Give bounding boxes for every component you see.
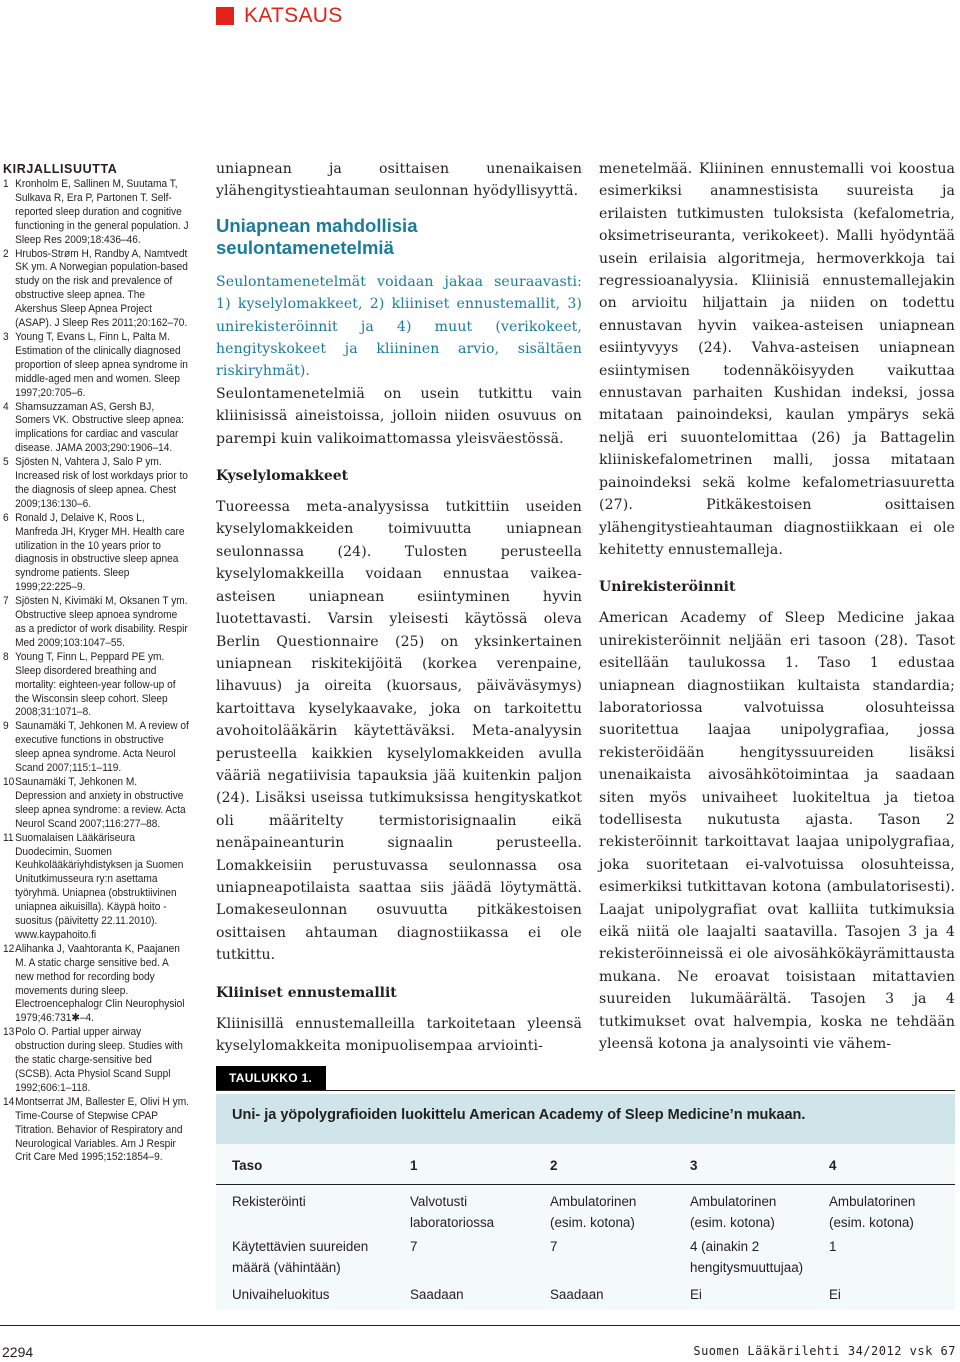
reference-item — [3, 456, 189, 512]
body-paragraph: Kliinisillä ennustemalleilla tarkoitetaan yleensä kyselylomakkeita monipuolisempaa arviointi- — [216, 1015, 582, 1054]
reference-number: 11 — [3, 831, 14, 844]
body-paragraph: menetelmää. Kliininen ennustemalli voi koostua esimerkiksi anamnestisista suureista ja erilaisten tutkimusten tuloksista (kefalometria, oksimetriseuranta, verikokeet). Malli hyödyntää usein erilaisia algoritmeja, hermoverkkoja tai regressioanalyysia. Kliinisiä ennustemallejakin on arvioitu hiljattain ja niiden on todettu ennustavan hyvin vaikea-asteisen uniapnean esiintyvyys (24). Vahva-asteisen uniapnean esiintymisen todennäköisyyden vaikuttaa ennustavan parhaiten Kushidan indeksi, jossa mitataan painoindeksi, kaulan ympärys sekä neljä eri suuontelomittaa (26) ja Battagelin kliiniskefalometrinen malli, jossa mitataan painoindeksi sekä kolme kefalometriasuuretta (27). Pitkäkestoisen osittaisen ylähengitystieahtauman diagnostiikkaan ei ole kehitetty ennustemalleja. — [599, 161, 955, 558]
reference-item — [3, 1096, 189, 1166]
table-cell: Ambulatorinen (esim. kotona) — [690, 1194, 777, 1230]
table-cell: Saadaan — [550, 1287, 604, 1302]
reference-text: Polo O. Partial upper airway obstruction during sleep. Studies with the static charge-sensitive bed (SCSB). Acta Physiol Scand Suppl 1992;606:1–118. — [15, 1026, 183, 1094]
reference-number: 5 — [3, 456, 9, 469]
article-column-right — [599, 158, 955, 1055]
reference-number: 4 — [3, 400, 9, 413]
reference-item — [3, 331, 189, 401]
table-cell: Saadaan — [410, 1287, 464, 1302]
body-paragraph: uniapnean ja osittaisen unenaikaisen ylähengitystieahtauman seulonnan hyödyllisyyttä. — [216, 161, 582, 200]
reference-item — [3, 178, 189, 248]
reference-item — [3, 943, 189, 1026]
table-cell: Ambulatorinen (esim. kotona) — [550, 1194, 637, 1230]
reference-item — [3, 248, 189, 331]
article-column-middle — [216, 158, 582, 1057]
reference-text: Alihanka J, Vaahtoranta K, Paajanen M. A static charge sensitive bed. A new method for recording body movements during sleep. Electroencephalogr Clin Neurophysiol 1979;46:731✱–4. — [15, 942, 185, 1025]
section-marker-icon — [216, 7, 234, 25]
reference-number: 7 — [3, 595, 9, 608]
reference-text: Sjösten N, Kivimäki M, Oksanen T ym. Obstructive sleep apnoea syndrome as a predictor of work disability. Respir Med 2009;103:1047–55. — [15, 595, 188, 649]
reference-number: 12 — [3, 942, 15, 955]
page-number: 2294 — [2, 1344, 34, 1360]
table-cell: Univaiheluokitus — [232, 1287, 330, 1302]
journal-name: Suomen Lääkärilehti 34/2012 vsk 67 — [693, 1344, 956, 1358]
subheading-clinical-models: Kliiniset ennustemallit — [216, 984, 397, 1001]
table-cell: Ei — [690, 1287, 702, 1302]
table-cell: 7 — [550, 1239, 558, 1254]
references-title: KIRJALLISUUTTA — [3, 162, 118, 176]
reference-item — [3, 1026, 189, 1096]
reference-text: Suomalaisen Lääkäriseura Duodecimin, Suomen Keuhkolääkäriyhdistyksen ja Suomen Unitutkimusseura ry:n asettama työryhmä. Uniapnea (obstruktiivinen uniapnea aikuisilla). Käypä hoito -suositus (päivitetty 22.11.2010). www.kaypahoito.fi — [15, 831, 184, 941]
table-body — [216, 1144, 955, 1310]
reference-number: 2 — [3, 247, 9, 260]
section-heading-screening: Uniapnean mahdollisia seulontamenetelmiä — [216, 214, 418, 258]
reference-item — [3, 512, 189, 595]
table-caption: Uni- ja yöpolygrafioiden luokittelu American Academy of Sleep Medicine’n mukaan. — [216, 1094, 955, 1144]
reference-text: Ronald J, Delaive K, Roos L, Manfreda JH, Kryger MH. Health care utilization in the 10 years prior to diagnosis in obstructive sleep apnea syndrome patients. Sleep 1999;22:225–9. — [15, 511, 185, 594]
reference-text: Shamsuzzaman AS, Gersh BJ, Somers VK. Obstructive sleep apnea: implications for cardiac and vascular disease. JAMA 2003;290:1906–14. — [15, 400, 184, 455]
reference-text: Saunamäki T, Jehkonen M. A review of executive functions in obstructive sleep apnea syndrome. Acta Neurol Scand 2007;115:1–119. — [15, 720, 189, 775]
reference-item — [3, 651, 189, 721]
table-cell: Ambulatorinen (esim. kotona) — [829, 1194, 916, 1230]
table-header-cell: 2 — [550, 1158, 558, 1173]
footer-rule — [0, 1325, 960, 1326]
reference-text: Young T, Finn L, Peppard PE ym. Sleep disordered breathing and mortality: eighteen-year follow-up of the Wisconsin sleep cohort. Sleep 2008;31:1071–8. — [15, 650, 176, 719]
reference-text: Young T, Evans L, Finn L, Palta M. Estimation of the clinically diagnosed proportion of sleep apnea syndrome in middle-aged men and women. Sleep 1997;20:705–6. — [15, 330, 188, 399]
table-cell: Ei — [829, 1287, 841, 1302]
reference-item — [3, 832, 189, 943]
table-cell: Rekisteröinti — [232, 1194, 306, 1209]
table-header-cell: Taso — [232, 1158, 263, 1173]
reference-text: Kronholm E, Sallinen M, Suutama T, Sulkava R, Era P, Partonen T. Self-reported sleep duration and cognitive functioning in the general population. J Sleep Res 2009;18:436–46. — [15, 178, 189, 246]
reference-item — [3, 776, 189, 832]
reference-item — [3, 720, 189, 776]
reference-text: Saunamäki T, Jehkonen M. Depression and anxiety in obstructive sleep apnea syndrome: a review. Acta Neurol Scand 2007;116:277–88. — [15, 775, 186, 830]
section-label: KATSAUS — [244, 4, 343, 27]
reference-number: 1 — [3, 178, 9, 190]
table-header-cell: 4 — [829, 1158, 837, 1173]
reference-item — [3, 595, 189, 651]
references-column — [3, 162, 189, 1165]
reference-number: 10 — [3, 775, 15, 788]
reference-number: 13 — [3, 1026, 15, 1039]
reference-text: Montserrat JM, Ballester E, Olivi H ym. Time-Course of Stepwise CPAP Titration. Behavior of Respiratory and Neurological Variables. Am J Respir Crit Care Med 1995;152:1854–9. — [15, 1095, 190, 1164]
table-cell: 1 — [829, 1239, 837, 1254]
table-label: TAULUKKO 1. — [216, 1066, 326, 1090]
table-cell: 7 — [410, 1239, 418, 1254]
reference-number: 14 — [3, 1095, 15, 1108]
reference-number: 9 — [3, 720, 9, 733]
reference-number: 3 — [3, 330, 9, 343]
reference-text: Hrubos-Strøm H, Randby A, Namtvedt SK ym. A Norwegian population-based study on the risk and prevalence of obstructive sleep apnea. The Akershus Sleep Apnea Project (ASAP). J Sleep Res 2011;20:162–70. — [15, 247, 188, 330]
table-top-rule — [216, 1090, 955, 1091]
table-header-cell: 1 — [410, 1158, 418, 1173]
body-paragraph: Seulontamenetelmät voidaan jakaa seuraavasti: 1) kyselylomakkeet, 2) kliiniset ennustemallit, 3) unirekisteröinnit ja 4) muut (verikokeet, hengityskokeet ja kliininen arvio, sisältäen riskiryhmät). — [216, 273, 582, 380]
body-paragraph: Seulontamenetelmiä on usein tutkittu vain kliinisissä aineistoissa, jolloin niiden osuvuus on parempi kuin valikoimattomassa yleisväestössä. — [216, 385, 582, 447]
table-cell: Käytettävien suureiden määrä (vähintään) — [232, 1239, 369, 1275]
section-header — [216, 4, 343, 28]
reference-item — [3, 401, 189, 457]
reference-text: Sjösten N, Vahtera J, Salo P ym. Increased risk of lost workdays prior to the diagnosis of sleep apnea. Chest 2009;136:130–6. — [15, 456, 188, 510]
table-header-rule — [216, 1184, 955, 1185]
body-paragraph: American Academy of Sleep Medicine jakaa unirekisteröinnit neljään eri tasoon (28). Tasot esitellään taulukossa 1. Taso 1 edustaa uniapnean diagnostiikan kultaista standardia; laboratoriossa valvotuissa olosuhteissa suoritettua laajaa unipolygrafiaa, jossa rekisteröidään hengityssuureiden lisäksi unenaikaista aivosähkötoimintaa ja saadaan siten myös univaiheet luokiteltua ja tietoa todellisesta nukutusta ajasta. Tason 2 rekisteröinnit tarkoittavat laajaa unipolygrafiaa, joka suoritetaan ei-valvotuissa olosuhteissa, esimerkiksi tutkittavan kotona (ambulatorisesti). Laajat unipolygrafiat ovat kalliita tutkimuksia eikä niitä ole laajalti saatavilla. Tasojen 3 ja 4 rekisteröinneissä ei ole aivosähkökäyrämittausta mukana. Ne eroavat toisistaan mitattavien suureiden lukumäärältä. Tasojen 3 ja 4 tutkimukset ovat halvempia, koska ne tehdään yleensä kotona ja analysointi vie vähem- — [599, 610, 955, 1053]
reference-number: 8 — [3, 650, 9, 663]
table-cell: 4 (ainakin 2 hengitysmuuttujaa) — [690, 1239, 804, 1275]
table-cell: Valvotusti laboratoriossa — [410, 1194, 495, 1230]
body-paragraph: Tuoreessa meta-analyysissa tutkittiin useiden kyselylomakkeiden toimivuutta uniapnean seulonnassa (24). Tulosten perusteella kyselylomakkeilla voidaan ennustaa vaikea-asteisen uniapnean esiintyminen hyvin luotettavasti. Varsin yleisesti käytössä oleva Berlin Questionnaire (25) on yksinkertainen uniapnean riskitekijöitä (korkea verenpaine, lihavuus) ja oireita (kuorsaus, päiväväsymys) kartoittava kyselykaavake, joka on tarkoitettu avohoitolääkärin käytettäväksi. Meta-analyysin perusteella kaikkien kyselylomakkeiden avulla vääriä negatiivisia tapauksia jää kuitenkin paljon (24). Lisäksi useissa tutkimuksissa hengityskatkot oli määritelty termistorisignaalin eikä nenäpaineanturin signaalin perusteella. Lomakkeisiin perustuvassa seulonnassa osa uniapneapotilaista saattaa siis jäädä löytymättä. Lomakeseulonnan osuvuutta pitkäkestoisen osittaisen ahtauman diagnostiikassa ei ole tutkittu. — [216, 499, 582, 964]
subheading-registrations: Unirekisteröinnit — [599, 579, 736, 596]
table-header-cell: 3 — [690, 1158, 698, 1173]
reference-number: 6 — [3, 511, 9, 524]
subheading-questionnaires: Kyselylomakkeet — [216, 468, 349, 485]
